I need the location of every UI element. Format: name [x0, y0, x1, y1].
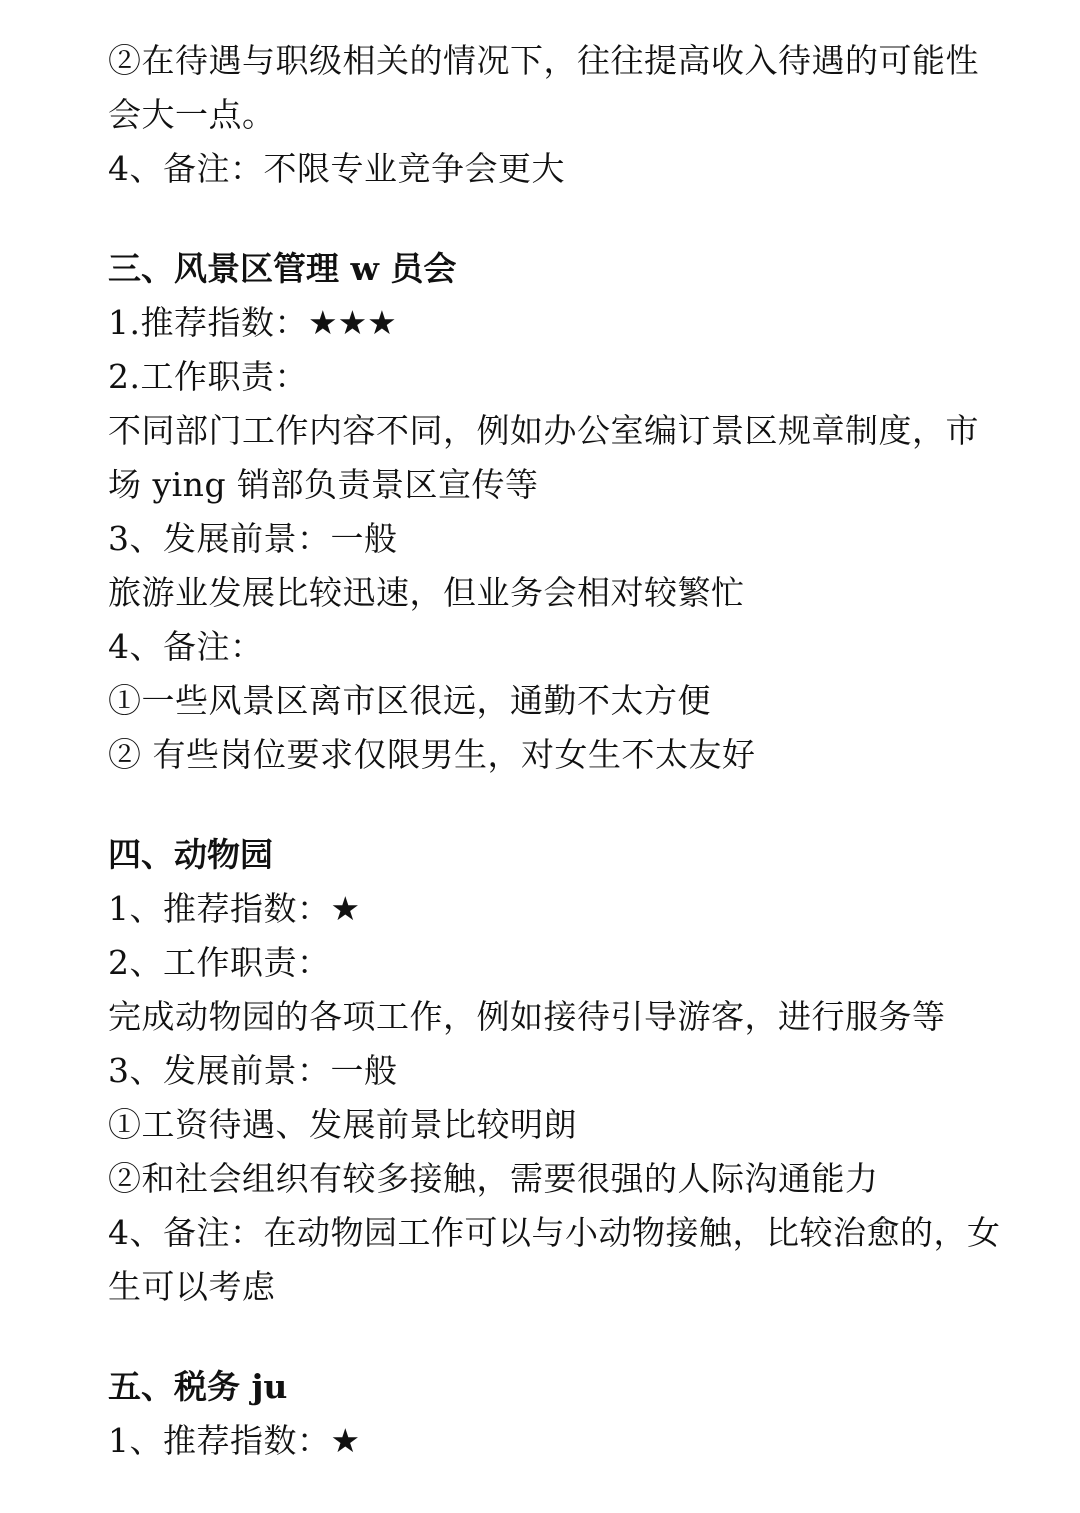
rating-label: 1.推荐指数：	[108, 303, 308, 342]
star-rating: ★	[330, 889, 361, 928]
rating-line	[108, 296, 988, 350]
rating-label: 1、推荐指数：	[108, 1421, 331, 1460]
section-gap	[108, 1314, 988, 1360]
text-line: 会大一点。	[108, 95, 276, 134]
text-line: ①一些风景区离市区很远，通勤不太方便	[108, 681, 711, 720]
section-zoo	[108, 828, 1001, 1314]
text-line: 3、发展前景：一般	[108, 1051, 398, 1090]
rating-label: 1、推荐指数：	[108, 889, 331, 928]
text-line: ②在待遇与职级相关的情况下，往往提高收入待遇的可能性	[108, 41, 979, 80]
text-line: 完成动物园的各项工作，例如接待引导游客，进行服务等	[108, 997, 946, 1036]
section-gap	[108, 782, 988, 828]
section-heading: 三、风景区管理 w 员会	[108, 249, 457, 288]
text-line: 不同部门工作内容不同，例如办公室编订景区规章制度，市	[108, 411, 979, 450]
star-rating: ★★★	[308, 303, 397, 342]
text-line: 旅游业发展比较迅速，但业务会相对较繁忙	[108, 573, 745, 612]
section-heading: 四、动物园	[108, 835, 273, 874]
text-line: ②和社会组织有较多接触，需要很强的人际沟通能力	[108, 1159, 879, 1198]
rating-line	[108, 882, 988, 936]
text-line: ② 有些岗位要求仅限男生，对女生不太友好	[108, 735, 756, 774]
text-line: 生可以考虑	[108, 1267, 276, 1306]
text-line: 2.工作职责：	[108, 357, 308, 396]
text-line: 4、备注：在动物园工作可以与小动物接触，比较治愈的，女	[108, 1213, 1001, 1252]
section-scenic-area	[108, 242, 988, 782]
section-heading: 五、税务 ju	[108, 1367, 288, 1406]
text-line: 场 ying 销部负责景区宣传等	[108, 465, 539, 504]
rating-line	[108, 1414, 988, 1468]
star-rating: ★	[330, 1421, 361, 1460]
document-page	[108, 34, 1001, 1468]
section-tax-bureau	[108, 1360, 988, 1468]
text-line: 4、备注：不限专业竞争会更大	[108, 149, 565, 188]
text-line: 4、备注：	[108, 627, 264, 666]
text-line: 3、发展前景：一般	[108, 519, 398, 558]
top-section	[108, 34, 988, 196]
text-line: ①工资待遇、发展前景比较明朗	[108, 1105, 577, 1144]
text-line: 2、工作职责：	[108, 943, 331, 982]
section-gap	[108, 196, 988, 242]
